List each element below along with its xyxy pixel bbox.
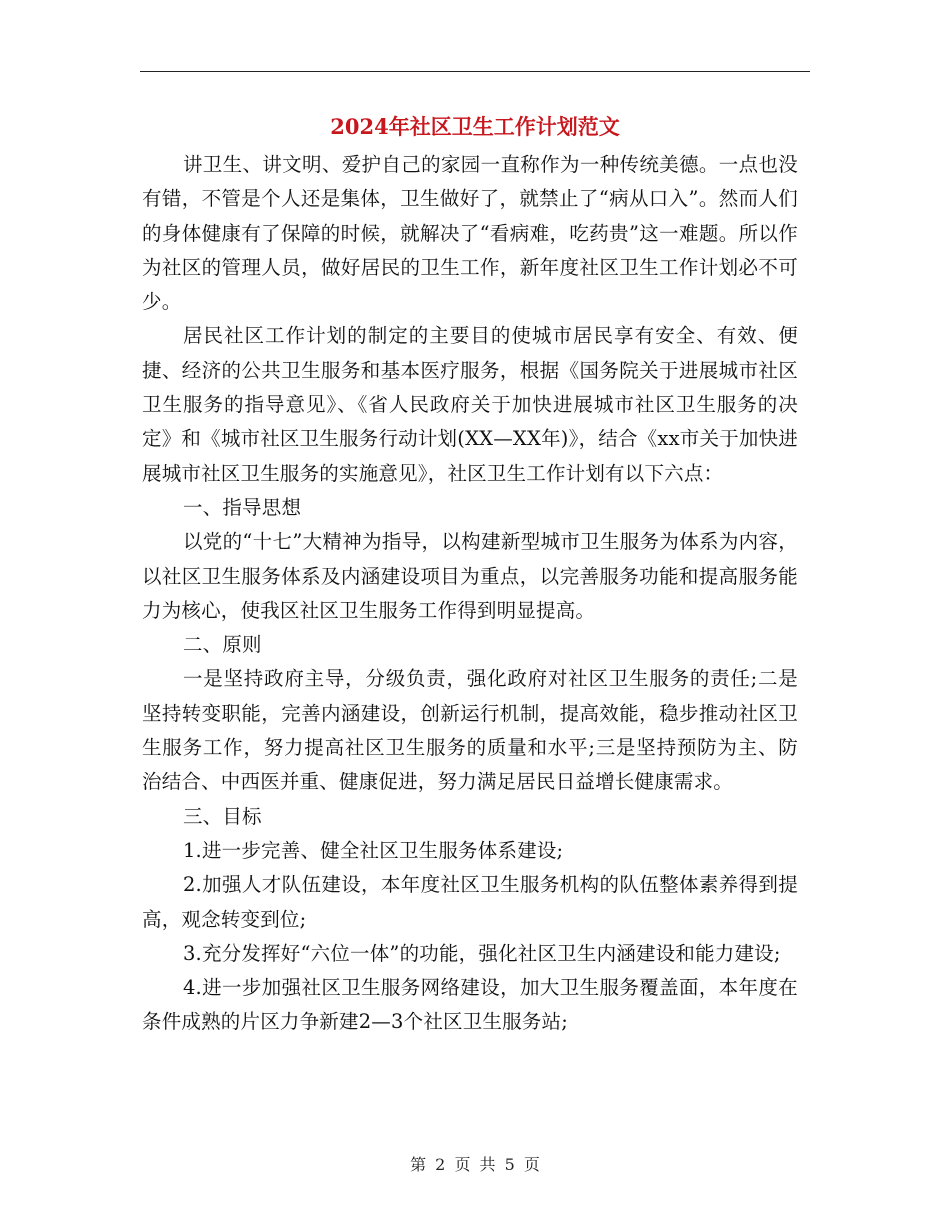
paragraph: 一是坚持政府主导，分级负责，强化政府对社区卫生服务的责任;二是坚持转变职能，完善内涵建设，创新运行机制，提高效能，稳步推动社区卫生服务工作，努力提高社区卫生服务的质量和水平;三是坚持预防为主、防治结合、中西医并重、健康促进，努力满足居民日益增长健康需求。 [142,667,798,794]
paragraph: 以党的“十七”大精神为指导，以构建新型城市卫生服务为体系为内容，以社区卫生服务体系及内涵建设项目为重点，以完善服务功能和提高服务能力为核心，使我区社区卫生服务工作得到明显提高。 [142,530,798,622]
list-item: 3.充分发挥好“六位一体”的功能，强化社区卫生内涵建设和能力建设; [182,941,781,965]
list-item: 2.加强人才队伍建设，本年度社区卫生服务机构的队伍整体素养得到提高，观念转变到位; [142,873,798,931]
document-title: 2024年社区卫生工作计划范文 [330,114,620,139]
header-rule [140,71,810,72]
list-item: 4.进一步加强社区卫生服务网络建设，加大卫生服务覆盖面，本年度在条件成熟的片区力争新建2—3个社区卫生服务站; [142,976,798,1034]
paragraph: 讲卫生、讲文明、爱护自己的家园一直称作为一种传统美德。一点也没有错，不管是个人还是集体，卫生做好了，就禁止了“病从口入”。然而人们的身体健康有了保障的时候，就解决了“看病难，吃药贵”这一难题。所以作为社区的管理人员，做好居民的卫生工作，新年度社区卫生工作计划必不可少。 [142,153,798,314]
section-heading: 三、目标 [182,804,262,828]
section-heading: 二、原则 [182,633,262,657]
section-heading: 一、指导思想 [182,495,302,519]
page-number: 第 2 页 共 5 页 [410,1155,540,1174]
list-item: 1.进一步完善、健全社区卫生服务体系建设; [182,838,564,862]
paragraph: 居民社区工作计划的制定的主要目的使城市居民享有安全、有效、便捷、经济的公共卫生服务和基本医疗服务，根据《国务院关于进展城市社区卫生服务的指导意见》、《省人民政府关于加快进展城市社区卫生服务的决定》和《城市社区卫生服务行动计划(XX—XX年)》，结合《xx市关于加快进展城市社区卫生服务的实施意见》，社区卫生工作计划有以下六点： [142,324,798,485]
document-body [142,148,798,1040]
